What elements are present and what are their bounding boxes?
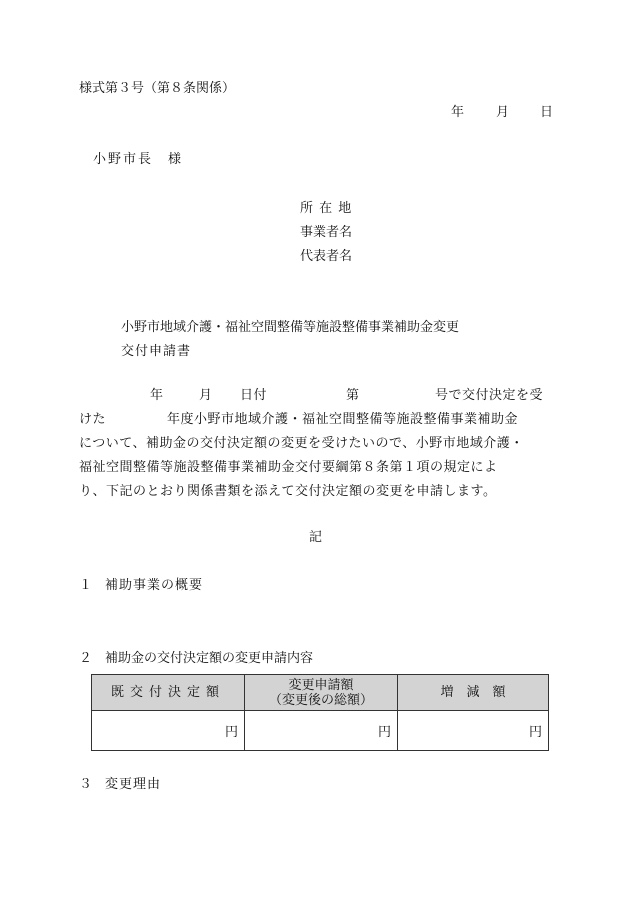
body-dated: 日付	[240, 388, 268, 403]
date-year: 年	[451, 105, 465, 120]
change-amount-cell[interactable]	[245, 711, 398, 751]
section-3-title: 変更理由	[105, 777, 162, 792]
body-line-4: 福祉空間整備等施設整備事業補助金交付要綱第８条第１項の規定によ	[79, 460, 498, 475]
addressee: 小野市長 様	[93, 152, 184, 167]
applicant-business-name-label: 事業者名	[300, 225, 353, 240]
date-month: 月	[496, 105, 510, 120]
section-2-title: 補助金の交付決定額の変更申請内容	[105, 651, 314, 666]
applicant-location-label: 所 在 地	[300, 201, 353, 216]
header-difference: 増 減 額	[398, 675, 549, 711]
decided-amount-cell[interactable]	[92, 711, 245, 751]
form-label: 様式第３号（第８条関係）	[79, 81, 236, 96]
ki-heading: 記	[309, 530, 323, 545]
header-decided-amount: 既交付決定額	[92, 675, 245, 711]
body-year: 年	[150, 388, 164, 403]
body-dai: 第	[346, 388, 360, 403]
section-1-title: 補助事業の概要	[105, 578, 204, 593]
applicant-representative-label: 代表者名	[300, 249, 353, 264]
section-2-number: ２	[79, 651, 93, 666]
body-line-2-rest: 年度小野市地域介護・福祉空間整備等施設整備事業補助金	[167, 412, 519, 427]
body-line-1	[79, 384, 554, 408]
difference-cell[interactable]	[398, 711, 549, 751]
yen-unit: 円	[528, 725, 542, 740]
date-day: 日	[540, 105, 554, 120]
yen-unit: 円	[377, 725, 391, 740]
body-line-2-head: けた	[79, 412, 107, 427]
header-change-line-2: （変更後の総額）	[268, 692, 373, 708]
table-row	[92, 711, 549, 751]
header-change-amount	[245, 675, 398, 711]
body-line-5: り、下記のとおり関係書類を添えて交付決定額の変更を申請します。	[79, 484, 497, 499]
yen-unit: 円	[224, 725, 238, 740]
amount-table	[91, 674, 549, 751]
body-paragraph	[79, 384, 554, 504]
body-line-1-rest: 号で交付決定を受	[435, 388, 544, 403]
section-3-number: ３	[79, 777, 93, 792]
title-line-2: 交付申請書	[121, 344, 192, 359]
body-month: 月	[199, 388, 213, 403]
body-line-2	[79, 408, 554, 432]
title-line-1: 小野市地域介護・福祉空間整備等施設整備事業補助金変更	[121, 320, 460, 335]
body-line-3: について、補助金の交付決定額の変更を受けたいので、小野市地域介護・	[79, 436, 524, 451]
section-1-number: １	[79, 578, 93, 593]
header-change-line-1: 変更申請額	[288, 677, 354, 693]
